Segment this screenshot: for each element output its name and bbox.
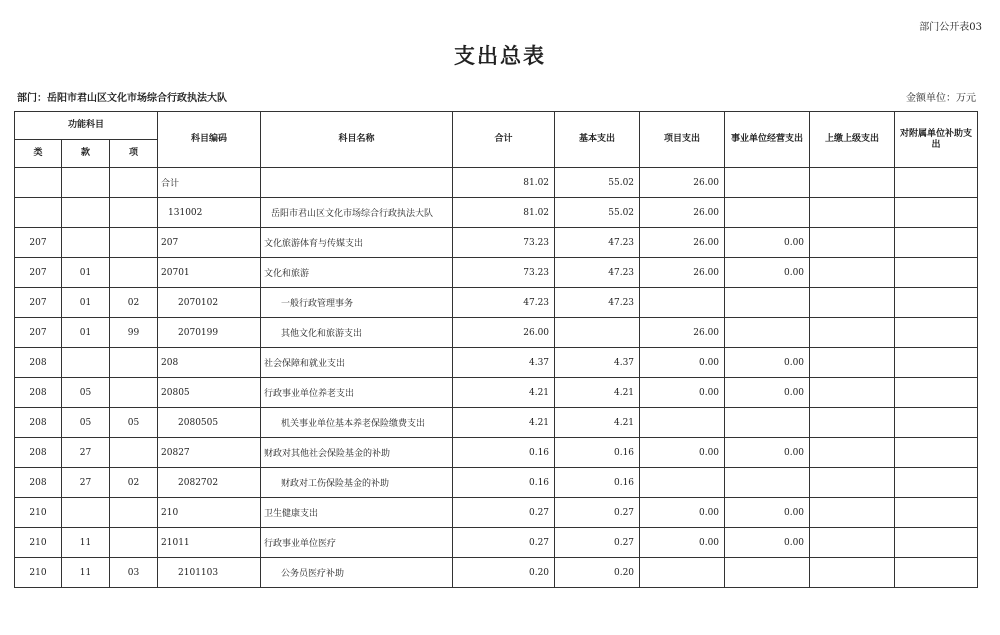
table-row bbox=[15, 198, 978, 228]
cell-project: 26.00 bbox=[640, 228, 725, 258]
cell-basic: 47.23 bbox=[555, 228, 640, 258]
cell-total: 81.02 bbox=[453, 198, 555, 228]
header-func-subject: 功能科目 bbox=[15, 112, 158, 140]
cell-upper bbox=[810, 558, 895, 588]
unit-label: 金额单位：万元 bbox=[906, 93, 976, 104]
cell-total: 47.23 bbox=[453, 288, 555, 318]
cell-name: 机关事业单位基本养老保险缴费支出 bbox=[261, 408, 453, 438]
cell-upper bbox=[810, 438, 895, 468]
cell-project bbox=[640, 408, 725, 438]
cell-upper bbox=[810, 528, 895, 558]
cell-subsidy bbox=[895, 348, 978, 378]
cell-lei: 208 bbox=[15, 408, 62, 438]
page-title: 支出总表 bbox=[454, 44, 546, 68]
cell-total: 0.16 bbox=[453, 468, 555, 498]
cell-kuan bbox=[62, 228, 110, 258]
cell-basic: 0.20 bbox=[555, 558, 640, 588]
cell-kuan: 05 bbox=[62, 408, 110, 438]
table-row bbox=[15, 288, 978, 318]
cell-total: 81.02 bbox=[453, 168, 555, 198]
header-subsidy: 对附属单位补助支出 bbox=[895, 112, 978, 168]
department-label: 部门：岳阳市君山区文化市场综合行政执法大队 bbox=[17, 93, 227, 104]
cell-upper bbox=[810, 168, 895, 198]
header-name: 科目名称 bbox=[261, 112, 453, 168]
table-row bbox=[15, 168, 978, 198]
cell-code: 2070199 bbox=[158, 318, 261, 348]
cell-subsidy bbox=[895, 258, 978, 288]
cell-upper bbox=[810, 378, 895, 408]
cell-subsidy bbox=[895, 378, 978, 408]
cell-xiang: 02 bbox=[110, 288, 158, 318]
cell-business bbox=[725, 318, 810, 348]
cell-business bbox=[725, 288, 810, 318]
cell-subsidy bbox=[895, 168, 978, 198]
header-lei: 类 bbox=[15, 140, 62, 168]
cell-name: 社会保障和就业支出 bbox=[261, 348, 453, 378]
cell-xiang: 99 bbox=[110, 318, 158, 348]
cell-project: 0.00 bbox=[640, 378, 725, 408]
cell-upper bbox=[810, 408, 895, 438]
table-row bbox=[15, 378, 978, 408]
cell-subsidy bbox=[895, 228, 978, 258]
header-business: 事业单位经营支出 bbox=[725, 112, 810, 168]
cell-lei bbox=[15, 168, 62, 198]
cell-name: 行政事业单位医疗 bbox=[261, 528, 453, 558]
cell-code: 208 bbox=[158, 348, 261, 378]
cell-total: 0.27 bbox=[453, 498, 555, 528]
cell-kuan: 27 bbox=[62, 468, 110, 498]
cell-xiang bbox=[110, 528, 158, 558]
cell-name: 其他文化和旅游支出 bbox=[261, 318, 453, 348]
cell-code: 21011 bbox=[158, 528, 261, 558]
cell-xiang bbox=[110, 198, 158, 228]
cell-name: 财政对工伤保险基金的补助 bbox=[261, 468, 453, 498]
table-row bbox=[15, 468, 978, 498]
cell-lei: 207 bbox=[15, 258, 62, 288]
cell-business: 0.00 bbox=[725, 348, 810, 378]
cell-subsidy bbox=[895, 468, 978, 498]
cell-total: 73.23 bbox=[453, 258, 555, 288]
cell-basic: 55.02 bbox=[555, 168, 640, 198]
cell-code: 2080505 bbox=[158, 408, 261, 438]
cell-code: 2101103 bbox=[158, 558, 261, 588]
cell-xiang bbox=[110, 228, 158, 258]
cell-total: 26.00 bbox=[453, 318, 555, 348]
cell-code: 131002 bbox=[158, 198, 261, 228]
cell-xiang bbox=[110, 258, 158, 288]
cell-name: 公务员医疗补助 bbox=[261, 558, 453, 588]
cell-project: 0.00 bbox=[640, 528, 725, 558]
expenditure-table bbox=[14, 111, 978, 588]
cell-name: 文化旅游体育与传媒支出 bbox=[261, 228, 453, 258]
cell-subsidy bbox=[895, 198, 978, 228]
cell-business: 0.00 bbox=[725, 528, 810, 558]
cell-basic: 0.16 bbox=[555, 438, 640, 468]
cell-kuan: 27 bbox=[62, 438, 110, 468]
header-kuan: 款 bbox=[62, 140, 110, 168]
header-upper: 上缴上级支出 bbox=[810, 112, 895, 168]
cell-project bbox=[640, 468, 725, 498]
cell-lei: 208 bbox=[15, 348, 62, 378]
cell-xiang bbox=[110, 348, 158, 378]
cell-lei bbox=[15, 198, 62, 228]
cell-project: 0.00 bbox=[640, 348, 725, 378]
table-number-label: 部门公开表03 bbox=[919, 22, 982, 33]
cell-total: 4.21 bbox=[453, 408, 555, 438]
header-code: 科目编码 bbox=[158, 112, 261, 168]
cell-lei: 210 bbox=[15, 498, 62, 528]
cell-upper bbox=[810, 258, 895, 288]
cell-lei: 208 bbox=[15, 378, 62, 408]
table-row bbox=[15, 558, 978, 588]
cell-business bbox=[725, 168, 810, 198]
cell-basic: 55.02 bbox=[555, 198, 640, 228]
cell-subsidy bbox=[895, 438, 978, 468]
header-basic: 基本支出 bbox=[555, 112, 640, 168]
cell-upper bbox=[810, 228, 895, 258]
cell-subsidy bbox=[895, 528, 978, 558]
header-xiang: 项 bbox=[110, 140, 158, 168]
cell-xiang bbox=[110, 168, 158, 198]
cell-name bbox=[261, 168, 453, 198]
cell-subsidy bbox=[895, 408, 978, 438]
cell-lei: 208 bbox=[15, 438, 62, 468]
cell-project: 0.00 bbox=[640, 498, 725, 528]
header-total: 合计 bbox=[453, 112, 555, 168]
cell-project: 26.00 bbox=[640, 198, 725, 228]
cell-subsidy bbox=[895, 558, 978, 588]
cell-basic: 4.37 bbox=[555, 348, 640, 378]
cell-name: 文化和旅游 bbox=[261, 258, 453, 288]
cell-project: 26.00 bbox=[640, 168, 725, 198]
cell-total: 4.21 bbox=[453, 378, 555, 408]
cell-basic: 4.21 bbox=[555, 378, 640, 408]
cell-business: 0.00 bbox=[725, 378, 810, 408]
cell-xiang: 05 bbox=[110, 408, 158, 438]
cell-basic bbox=[555, 318, 640, 348]
cell-project bbox=[640, 288, 725, 318]
cell-total: 0.27 bbox=[453, 528, 555, 558]
cell-xiang bbox=[110, 438, 158, 468]
cell-code: 20827 bbox=[158, 438, 261, 468]
cell-xiang: 02 bbox=[110, 468, 158, 498]
cell-xiang: 03 bbox=[110, 558, 158, 588]
cell-kuan: 01 bbox=[62, 258, 110, 288]
cell-upper bbox=[810, 288, 895, 318]
cell-subsidy bbox=[895, 288, 978, 318]
cell-code: 20805 bbox=[158, 378, 261, 408]
cell-kuan bbox=[62, 498, 110, 528]
table-row bbox=[15, 348, 978, 378]
cell-business bbox=[725, 408, 810, 438]
header-project: 项目支出 bbox=[640, 112, 725, 168]
table-row bbox=[15, 438, 978, 468]
cell-xiang bbox=[110, 498, 158, 528]
cell-business: 0.00 bbox=[725, 438, 810, 468]
cell-kuan: 01 bbox=[62, 288, 110, 318]
cell-kuan bbox=[62, 348, 110, 378]
cell-xiang bbox=[110, 378, 158, 408]
cell-business bbox=[725, 468, 810, 498]
cell-code: 20701 bbox=[158, 258, 261, 288]
table-body bbox=[15, 168, 978, 588]
cell-name: 一般行政管理事务 bbox=[261, 288, 453, 318]
cell-basic: 4.21 bbox=[555, 408, 640, 438]
cell-kuan: 11 bbox=[62, 528, 110, 558]
cell-lei: 210 bbox=[15, 558, 62, 588]
table-row bbox=[15, 228, 978, 258]
cell-business bbox=[725, 198, 810, 228]
cell-upper bbox=[810, 318, 895, 348]
cell-business: 0.00 bbox=[725, 228, 810, 258]
cell-lei: 207 bbox=[15, 318, 62, 348]
cell-lei: 208 bbox=[15, 468, 62, 498]
cell-total: 0.20 bbox=[453, 558, 555, 588]
table-row bbox=[15, 498, 978, 528]
cell-upper bbox=[810, 498, 895, 528]
cell-lei: 210 bbox=[15, 528, 62, 558]
table-row bbox=[15, 318, 978, 348]
cell-basic: 0.27 bbox=[555, 498, 640, 528]
cell-basic: 0.16 bbox=[555, 468, 640, 498]
table-row bbox=[15, 408, 978, 438]
cell-kuan: 05 bbox=[62, 378, 110, 408]
cell-code: 210 bbox=[158, 498, 261, 528]
cell-name: 卫生健康支出 bbox=[261, 498, 453, 528]
cell-upper bbox=[810, 468, 895, 498]
cell-name: 行政事业单位养老支出 bbox=[261, 378, 453, 408]
cell-project bbox=[640, 558, 725, 588]
cell-basic: 0.27 bbox=[555, 528, 640, 558]
cell-business: 0.00 bbox=[725, 498, 810, 528]
cell-project: 26.00 bbox=[640, 318, 725, 348]
cell-lei: 207 bbox=[15, 288, 62, 318]
cell-name: 财政对其他社会保险基金的补助 bbox=[261, 438, 453, 468]
cell-name: 岳阳市君山区文化市场综合行政执法大队 bbox=[261, 198, 453, 228]
cell-project: 26.00 bbox=[640, 258, 725, 288]
cell-code: 合计 bbox=[158, 168, 261, 198]
table-row bbox=[15, 528, 978, 558]
cell-subsidy bbox=[895, 498, 978, 528]
cell-kuan: 11 bbox=[62, 558, 110, 588]
cell-total: 0.16 bbox=[453, 438, 555, 468]
cell-code: 207 bbox=[158, 228, 261, 258]
cell-lei: 207 bbox=[15, 228, 62, 258]
cell-upper bbox=[810, 348, 895, 378]
cell-kuan bbox=[62, 198, 110, 228]
cell-upper bbox=[810, 198, 895, 228]
cell-code: 2082702 bbox=[158, 468, 261, 498]
table-row bbox=[15, 258, 978, 288]
cell-basic: 47.23 bbox=[555, 258, 640, 288]
cell-business: 0.00 bbox=[725, 258, 810, 288]
cell-basic: 47.23 bbox=[555, 288, 640, 318]
cell-subsidy bbox=[895, 318, 978, 348]
cell-project: 0.00 bbox=[640, 438, 725, 468]
cell-kuan: 01 bbox=[62, 318, 110, 348]
cell-total: 73.23 bbox=[453, 228, 555, 258]
cell-total: 4.37 bbox=[453, 348, 555, 378]
cell-business bbox=[725, 558, 810, 588]
cell-kuan bbox=[62, 168, 110, 198]
cell-code: 2070102 bbox=[158, 288, 261, 318]
